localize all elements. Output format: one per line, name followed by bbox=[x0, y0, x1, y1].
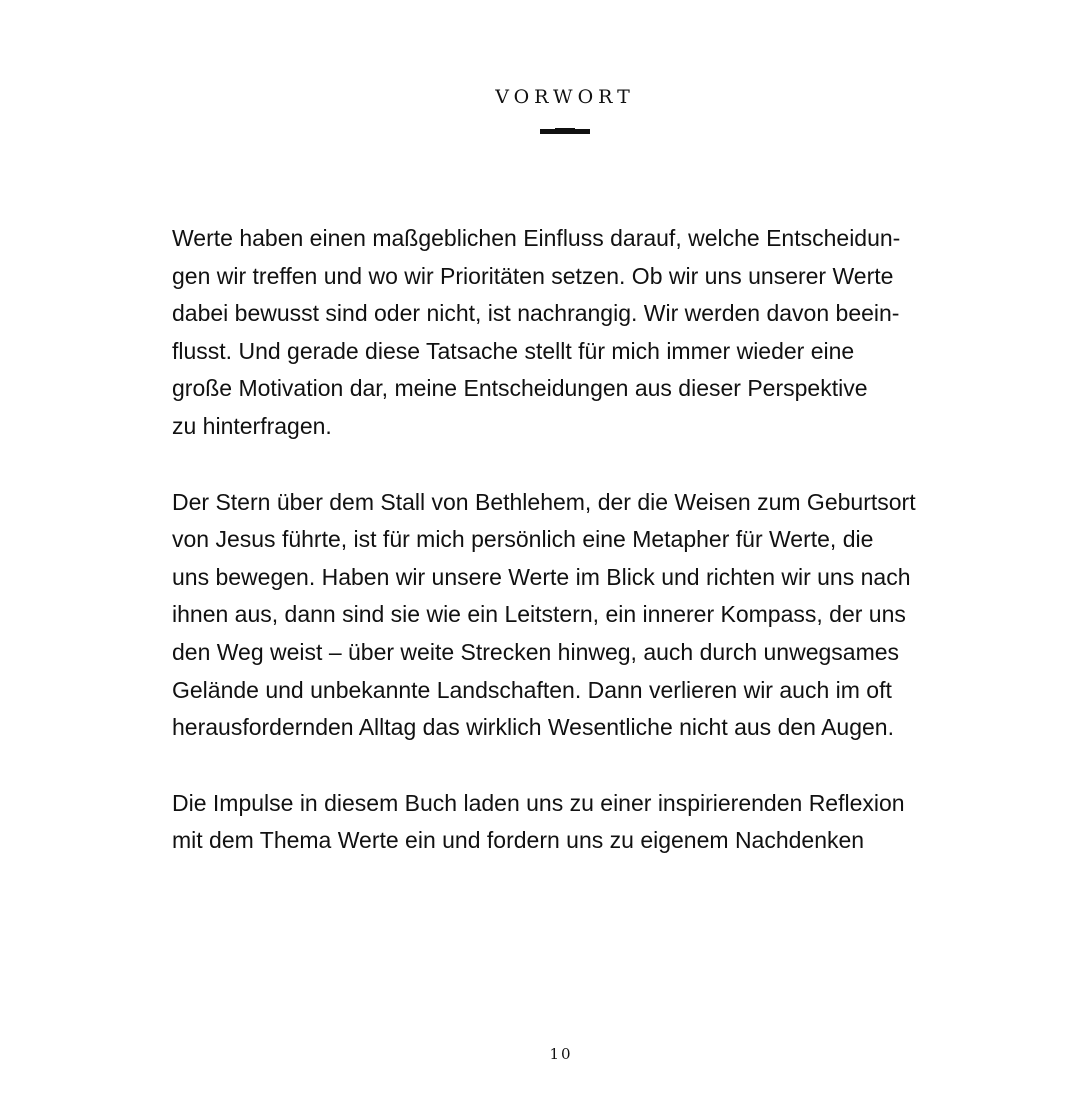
text-line: Werte haben einen maßgeblichen Einfluss darauf, welche Entscheidun- bbox=[172, 225, 901, 251]
text-line: den Weg weist – über weite Strecken hinweg, auch durch unwegsames bbox=[172, 638, 900, 665]
text-line: gen wir treffen und wo wir Prioritäten setzen. Ob wir uns unserer Werte bbox=[172, 262, 894, 289]
text-line: ihnen aus, dann sind sie wie ein Leitstern, ein innerer Kompass, der uns bbox=[172, 601, 906, 628]
text-line: Der Stern über dem Stall von Bethlehem, der die Weisen zum Geburtsort bbox=[172, 488, 916, 515]
body-text bbox=[172, 220, 972, 860]
paragraph-2 bbox=[172, 484, 972, 747]
page-number: 10 bbox=[549, 1045, 573, 1063]
text-line: mit dem Thema Werte ein und fordern uns zu eigenem Nachdenken bbox=[172, 827, 865, 854]
paragraph-gap bbox=[172, 747, 972, 785]
text-line: zu hinterfragen. bbox=[172, 412, 332, 439]
text-line: von Jesus führte, ist für mich persönlich eine Metapher für Werte, die bbox=[172, 526, 874, 553]
text-line: große Motivation dar, meine Entscheidungen aus dieser Perspektive bbox=[172, 375, 868, 402]
chapter-title: VORWORT bbox=[495, 86, 635, 108]
text-line: dabei bewusst sind oder nicht, ist nachrangig. Wir werden davon beein- bbox=[172, 300, 900, 327]
paragraph-gap bbox=[172, 446, 972, 484]
text-line: Die Impulse in diesem Buch laden uns zu einer inspirierenden Reflexion bbox=[172, 789, 905, 816]
text-line: flusst. Und gerade diese Tatsache stellt für mich immer wieder eine bbox=[172, 337, 855, 364]
text-line: herausfordernden Alltag das wirklich Wesentliche nicht aus den Augen. bbox=[172, 714, 894, 741]
paragraph-1 bbox=[172, 220, 972, 446]
text-line: uns bewegen. Haben wir unsere Werte im Blick und richten wir uns nach bbox=[172, 563, 911, 590]
paragraph-3 bbox=[172, 785, 972, 860]
text-line: Gelände und unbekannte Landschaften. Dann verlieren wir auch im oft bbox=[172, 676, 892, 703]
title-ornament bbox=[540, 129, 590, 134]
